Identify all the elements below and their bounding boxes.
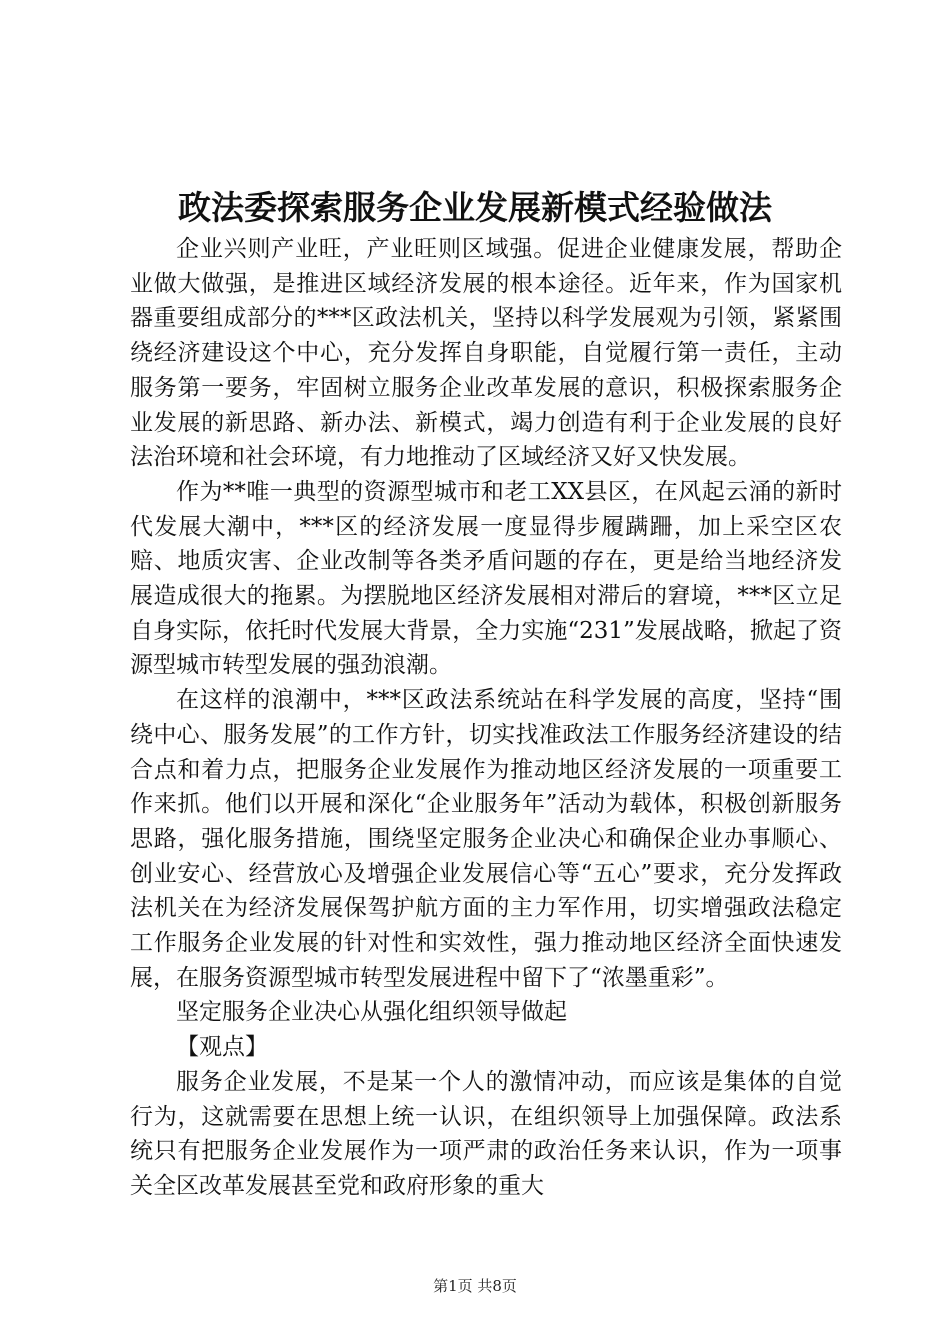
viewpoint-label: 【观点】 — [176, 1034, 268, 1061]
section-heading: 坚定服务企业决心从强化组织领导做起 — [176, 999, 567, 1026]
paragraph-intro: 企业兴则产业旺，产业旺则区域强。促进企业健康发展，帮助企业做大做强，是推进区域经济发展的根本途径。近年来，作为国家机器重要组成部分的***区政法机关，坚持以科学发展观为引领，紧紧围绕经济建设这个中心，充分发挥自身职能，自觉履行第一责任，主动服务第一要务，牢固树立服务企业改革发展的意识，积极探索服务企业发展的新思路、新办法、新模式，竭力创造有利于企业发展的良好法治环境和社会环境，有力地推动了区域经济又好又快发展。 — [130, 236, 842, 471]
paragraph-viewpoint: 服务企业发展，不是某一个人的激情冲动，而应该是集体的自觉行为，这就需要在思想上统一认识，在组织领导上加强保障。政法系统只有把服务企业发展作为一项严肃的政治任务来认识，作为一项事关全区改革发展甚至党和政府形象的重大 — [130, 1068, 842, 1199]
paragraph-background: 作为**唯一典型的资源型城市和老工XX县区，在风起云涌的新时代发展大潮中，***区的经济发展一度显得步履蹒跚，加上采空区农赔、地质灾害、企业改制等各类矛盾问题的存在，更是给当地经济发展造成很大的拖累。为摆脱地区经济发展相对滞后的窘境，***区立足自身实际，依托时代发展大背景，全力实施“231”发展战略，掀起了资源型城市转型发展的强劲浪潮。 — [130, 478, 842, 679]
document-title: 政法委探索服务企业发展新模式经验做法 — [178, 188, 772, 227]
page-footer: 第1页 共8页 — [433, 1277, 517, 1295]
document-body — [130, 232, 842, 1204]
paragraph-approach: 在这样的浪潮中，***区政法系统站在科学发展的高度，坚持“围绕中心、服务发展”的工作方针，切实找准政法工作服务经济建设的结合点和着力点，把服务企业发展作为推动地区经济发展的一项重要工作来抓。他们以开展和深化“企业服务年”活动为载体，积极创新服务思路，强化服务措施，围绕坚定服务企业决心和确保企业办事顺心、创业安心、经营放心及增强企业发展信心等“五心”要求，充分发挥政法机关在为经济发展保驾护航方面的主力军作用，切实增强政法稳定工作服务企业发展的针对性和实效性，强力推动地区经济全面快速发展，在服务资源型城市转型发展进程中留下了“浓墨重彩”。 — [130, 687, 842, 991]
